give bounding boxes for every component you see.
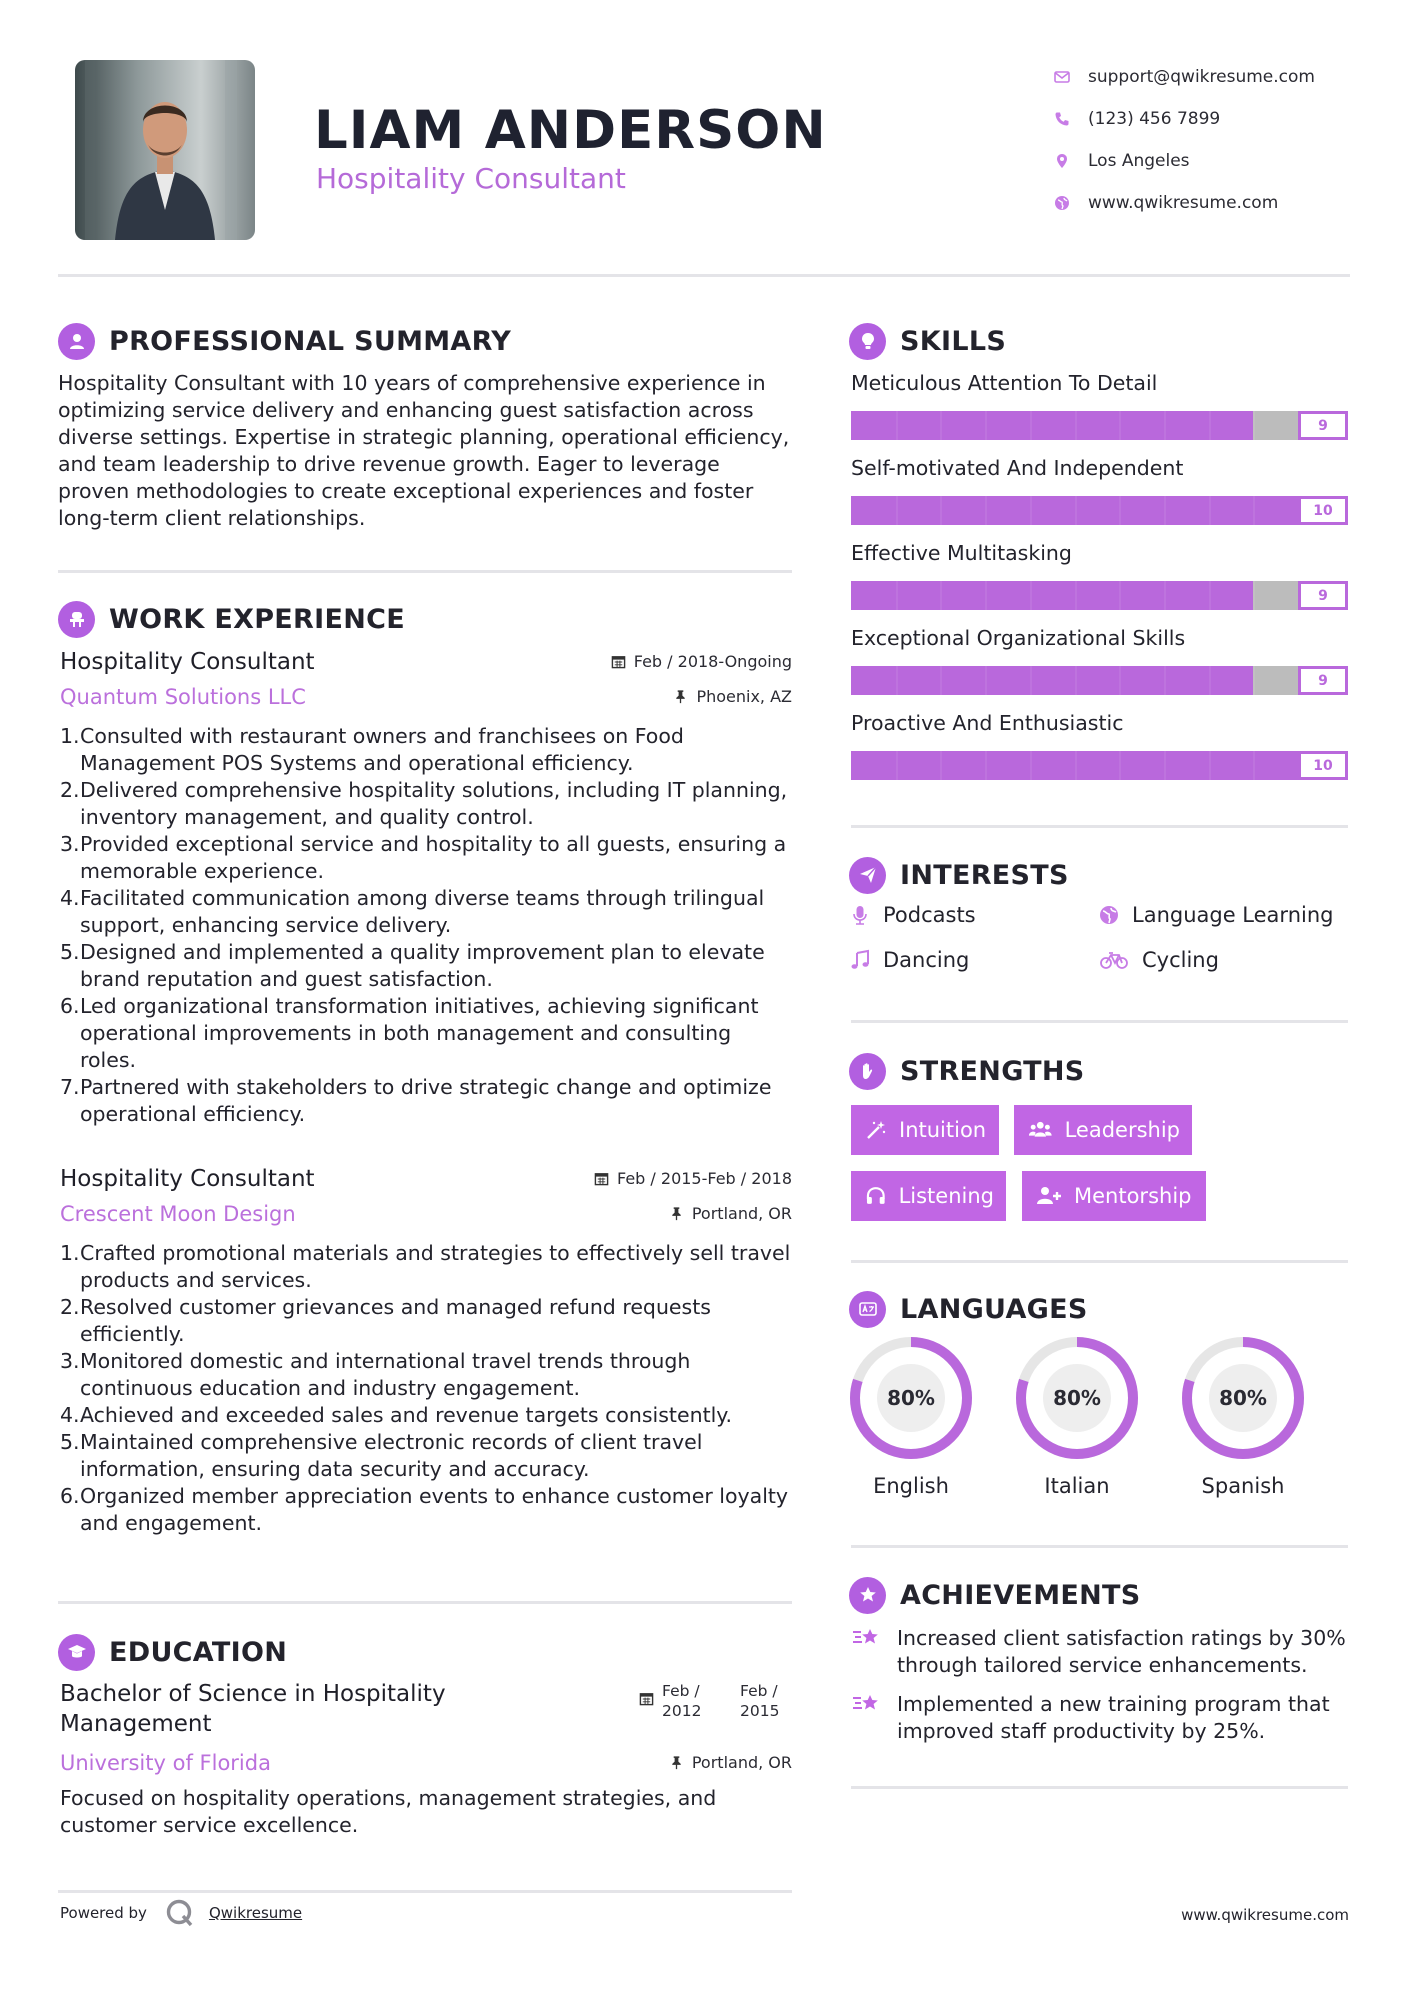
skill-bar-segment bbox=[940, 666, 942, 695]
skill-level: 9 bbox=[1298, 581, 1348, 610]
skill-bar-fill bbox=[851, 666, 1253, 695]
skill-bar-segment bbox=[1253, 496, 1255, 525]
hand-icon bbox=[849, 1053, 886, 1090]
job-dates bbox=[594, 1169, 792, 1188]
calendar-icon bbox=[611, 654, 626, 669]
candidate-name: LIAM ANDERSON bbox=[314, 100, 827, 161]
skill-bar-segment bbox=[1253, 751, 1255, 780]
skill-bar-segment bbox=[1075, 666, 1077, 695]
strength-label: Mentorship bbox=[1074, 1184, 1192, 1208]
list-item: 3. Provided exceptional service and hospitality to all guests, ensuring a memorable experience. bbox=[60, 832, 787, 883]
user-plus-icon bbox=[1036, 1185, 1062, 1207]
summary-text: Hospitality Consultant with 10 years of comprehensive experience in optimizing service delivery and enhancing guest satisfaction across diverse settings. Expertise in strategic planning, operational efficiency, and team leadership to drive revenue growth. Eager to leverage proven methodologies to create exceptional experiences and foster long-term client relationships. bbox=[58, 371, 790, 530]
skill-level: 9 bbox=[1298, 411, 1348, 440]
footer-website[interactable]: www.qwikresume.com bbox=[1181, 1906, 1349, 1924]
skill-bar bbox=[851, 666, 1348, 695]
skill-bar bbox=[851, 496, 1348, 525]
powered-by-label: Powered by bbox=[60, 1904, 147, 1922]
skill-bar-segment bbox=[896, 411, 898, 440]
contact-website[interactable] bbox=[1050, 182, 1380, 224]
languages-section bbox=[849, 1289, 1349, 1329]
location-icon bbox=[1050, 153, 1088, 169]
footer-powered-by bbox=[60, 1898, 302, 1928]
skill-bar-fill bbox=[851, 581, 1253, 610]
list-item: 2. Resolved customer grievances and managed refund requests efficiently. bbox=[60, 1295, 711, 1346]
skill-level: 10 bbox=[1298, 751, 1348, 780]
language-item bbox=[1015, 1336, 1139, 1498]
job-location bbox=[669, 1204, 792, 1223]
skill-level: 10 bbox=[1298, 496, 1348, 525]
skill-bar-segment bbox=[985, 666, 987, 695]
list-item: 5. Maintained comprehensive electronic records of client travel information, ensuring data security and accuracy. bbox=[60, 1430, 703, 1481]
skills-divider bbox=[851, 825, 1348, 828]
job-dates-text: Feb / 2018-Ongoing bbox=[633, 652, 792, 671]
job-entry bbox=[60, 649, 792, 1128]
skill-bar-segment bbox=[1119, 751, 1121, 780]
job-title: Hospitality Consultant bbox=[60, 1166, 315, 1192]
skill-bar-segment bbox=[1075, 581, 1077, 610]
skill-item bbox=[851, 456, 1348, 525]
job-location-text: Portland, OR bbox=[691, 1204, 792, 1223]
skill-bar-segment bbox=[1030, 581, 1032, 610]
skill-bar-segment bbox=[1253, 581, 1255, 610]
job-bullets bbox=[60, 1240, 792, 1537]
skill-bar bbox=[851, 751, 1348, 780]
skill-name: Meticulous Attention To Detail bbox=[851, 371, 1158, 395]
skill-bar-segment bbox=[1164, 751, 1166, 780]
skills-heading: SKILLS bbox=[900, 325, 1007, 357]
language-name: English bbox=[873, 1474, 949, 1498]
achievement-item bbox=[851, 1625, 1356, 1679]
contact-email[interactable] bbox=[1050, 56, 1380, 98]
interests-heading: INTERESTS bbox=[900, 859, 1069, 891]
education-heading: EDUCATION bbox=[109, 1636, 288, 1668]
language-name: Italian bbox=[1044, 1474, 1110, 1498]
list-item: 7. Partnered with stakeholders to drive strategic change and optimize operational efficiency. bbox=[60, 1075, 772, 1126]
list-item: 2. Delivered comprehensive hospitality solutions, including IT planning, inventory management, and quality control. bbox=[60, 778, 788, 829]
skill-bar-segment bbox=[896, 496, 898, 525]
degree-title: Bachelor of Science in Hospitality Management bbox=[60, 1681, 446, 1737]
education-dates bbox=[639, 1681, 792, 1739]
contact-email-text: support@qwikresume.com bbox=[1088, 67, 1315, 87]
education-description: Focused on hospitality operations, management strategies, and customer service excellence. bbox=[60, 1786, 717, 1837]
skill-bar-segment bbox=[1164, 411, 1166, 440]
skill-bar bbox=[851, 581, 1348, 610]
music-note-icon bbox=[849, 949, 871, 971]
strength-label: Listening bbox=[898, 1184, 994, 1208]
strengths-heading: STRENGTHS bbox=[900, 1055, 1085, 1087]
skill-bar-segment bbox=[896, 666, 898, 695]
job-entry bbox=[60, 1166, 792, 1537]
skill-bar-segment bbox=[1119, 666, 1121, 695]
list-item: 6. Organized member appreciation events to enhance customer loyalty and engagement. bbox=[60, 1484, 789, 1535]
skill-bar-fill bbox=[851, 411, 1253, 440]
email-icon bbox=[1050, 69, 1088, 85]
calendar-icon bbox=[594, 1171, 609, 1186]
job-company: Quantum Solutions LLC bbox=[60, 685, 306, 709]
skill-bar-segment bbox=[1119, 496, 1121, 525]
language-percent: 80% bbox=[887, 1386, 935, 1410]
job-location bbox=[673, 687, 792, 706]
list-item: 1. Consulted with restaurant owners and franchisees on Food Management POS Systems and operational efficiency. bbox=[60, 724, 684, 775]
globe-icon bbox=[1050, 195, 1088, 211]
interest-item bbox=[849, 903, 976, 927]
experience-section bbox=[58, 599, 792, 639]
achievement-text: Implemented a new training program that improved staff productivity by 25%. bbox=[897, 1692, 1330, 1743]
skill-name: Proactive And Enthusiastic bbox=[851, 711, 1124, 735]
star-badge-icon bbox=[849, 1577, 886, 1614]
graduation-icon bbox=[58, 1634, 95, 1671]
skill-bar-segment bbox=[985, 411, 987, 440]
skill-bar-segment bbox=[1253, 666, 1255, 695]
skill-bar-segment bbox=[1164, 496, 1166, 525]
summary-divider bbox=[58, 570, 792, 573]
interest-label: Language Learning bbox=[1132, 903, 1334, 927]
experience-divider bbox=[58, 1601, 792, 1604]
skill-bar-segment bbox=[1164, 581, 1166, 610]
language-ring bbox=[849, 1336, 973, 1460]
lightbulb-icon bbox=[849, 323, 886, 360]
achievements-divider bbox=[851, 1786, 1348, 1789]
education-section bbox=[58, 1632, 792, 1672]
skill-bar-segment bbox=[1075, 751, 1077, 780]
microphone-icon bbox=[849, 904, 871, 926]
interests-divider bbox=[851, 1020, 1348, 1023]
skill-name: Self-motivated And Independent bbox=[851, 456, 1184, 480]
skill-bar-segment bbox=[1119, 581, 1121, 610]
education-entry bbox=[60, 1679, 792, 1839]
skill-bar-segment bbox=[940, 496, 942, 525]
skill-bar-segment bbox=[1209, 581, 1211, 610]
skill-bar-segment bbox=[1209, 751, 1211, 780]
interest-label: Podcasts bbox=[883, 903, 976, 927]
strength-label: Leadership bbox=[1064, 1118, 1180, 1142]
interest-label: Dancing bbox=[883, 948, 970, 972]
list-item: 4. Achieved and exceeded sales and revenue targets consistently. bbox=[60, 1403, 733, 1427]
skill-name: Effective Multitasking bbox=[851, 541, 1072, 565]
footer-divider bbox=[58, 1890, 792, 1893]
contact-location-text: Los Angeles bbox=[1088, 151, 1190, 171]
profile-photo bbox=[75, 60, 255, 240]
interest-label: Cycling bbox=[1142, 948, 1219, 972]
qwikresume-link[interactable]: Qwikresume bbox=[208, 1904, 303, 1922]
pin-icon bbox=[673, 689, 688, 704]
qwikresume-logo-icon bbox=[165, 1898, 195, 1928]
skill-level: 9 bbox=[1298, 666, 1348, 695]
strengths-divider bbox=[851, 1260, 1348, 1263]
pin-icon bbox=[669, 1206, 684, 1221]
shooting-star-icon bbox=[851, 1623, 883, 1653]
briefcase-icon bbox=[58, 601, 95, 638]
shooting-star-icon bbox=[851, 1689, 883, 1719]
education-end: Feb / 2015 bbox=[740, 1682, 780, 1720]
job-dates-text: Feb / 2015-Feb / 2018 bbox=[617, 1169, 792, 1188]
user-icon bbox=[58, 323, 95, 360]
bicycle-icon bbox=[1098, 949, 1130, 971]
skill-bar-segment bbox=[1253, 411, 1255, 440]
skill-bar-segment bbox=[896, 751, 898, 780]
skill-bar-segment bbox=[1164, 666, 1166, 695]
globe-icon bbox=[1098, 904, 1120, 926]
interest-item bbox=[1098, 948, 1219, 972]
skill-bar-segment bbox=[1030, 496, 1032, 525]
skills-section bbox=[849, 321, 1349, 361]
language-icon bbox=[849, 1291, 886, 1328]
skill-bar-segment bbox=[1119, 411, 1121, 440]
job-company: Crescent Moon Design bbox=[60, 1202, 296, 1226]
list-item: 5. Designed and implemented a quality improvement plan to elevate brand reputation and guest satisfaction. bbox=[60, 940, 765, 991]
languages-divider bbox=[851, 1545, 1348, 1548]
interest-item bbox=[849, 948, 969, 972]
skill-bar-segment bbox=[985, 751, 987, 780]
education-location-text: Portland, OR bbox=[691, 1753, 792, 1772]
strength-chip bbox=[1014, 1105, 1192, 1155]
skill-item bbox=[851, 541, 1348, 610]
skill-item bbox=[851, 371, 1348, 440]
skill-bar-segment bbox=[1030, 411, 1032, 440]
language-name: Spanish bbox=[1201, 1474, 1285, 1498]
job-location-text: Phoenix, AZ bbox=[696, 687, 792, 706]
skill-item bbox=[851, 711, 1348, 780]
strength-chip bbox=[851, 1105, 999, 1155]
language-item bbox=[849, 1336, 973, 1498]
skill-bar-segment bbox=[1030, 666, 1032, 695]
summary-heading: PROFESSIONAL SUMMARY bbox=[109, 325, 512, 357]
users-icon bbox=[1028, 1119, 1053, 1141]
calendar-icon bbox=[639, 1691, 654, 1706]
skill-bar bbox=[851, 411, 1348, 440]
interest-item bbox=[1098, 903, 1333, 927]
pin-icon bbox=[669, 1755, 684, 1770]
headphones-icon bbox=[865, 1185, 887, 1207]
language-percent: 80% bbox=[1219, 1386, 1267, 1410]
language-item bbox=[1181, 1336, 1305, 1498]
contact-info bbox=[1050, 56, 1380, 224]
skill-bar-segment bbox=[1030, 751, 1032, 780]
contact-website-text: www.qwikresume.com bbox=[1088, 193, 1279, 213]
list-item: 4. Facilitated communication among diverse teams through trilingual support, enhancing service delivery. bbox=[60, 886, 765, 937]
skill-bar-segment bbox=[985, 581, 987, 610]
contact-phone-text: (123) 456 7899 bbox=[1088, 109, 1221, 129]
education-start: Feb / 2012 bbox=[662, 1682, 702, 1720]
skill-bar-segment bbox=[940, 751, 942, 780]
header-divider bbox=[58, 274, 1350, 277]
list-item: 3. Monitored domestic and international travel trends through continuous education and industry engagement. bbox=[60, 1349, 691, 1400]
achievements-section bbox=[849, 1575, 1349, 1615]
paper-plane-icon bbox=[849, 857, 886, 894]
skill-item bbox=[851, 626, 1348, 695]
skill-bar-segment bbox=[1209, 496, 1211, 525]
magic-wand-icon bbox=[865, 1119, 887, 1141]
list-item: 1. Crafted promotional materials and strategies to effectively sell travel products and services. bbox=[60, 1241, 791, 1292]
strength-chip bbox=[851, 1171, 1006, 1221]
contact-phone[interactable] bbox=[1050, 98, 1380, 140]
skill-bar-segment bbox=[1209, 411, 1211, 440]
skill-bar-segment bbox=[985, 496, 987, 525]
skill-bar-segment bbox=[896, 581, 898, 610]
skill-bar-segment bbox=[1075, 496, 1077, 525]
education-location bbox=[669, 1753, 792, 1772]
school-name: University of Florida bbox=[60, 1751, 271, 1775]
list-item: 6. Led organizational transformation initiatives, achieving significant operational improvements in both management and consulting roles. bbox=[60, 994, 759, 1072]
skill-name: Exceptional Organizational Skills bbox=[851, 626, 1186, 650]
skill-bar-segment bbox=[940, 581, 942, 610]
strength-label: Intuition bbox=[899, 1118, 987, 1142]
candidate-title: Hospitality Consultant bbox=[316, 162, 626, 195]
achievements-heading: ACHIEVEMENTS bbox=[900, 1579, 1141, 1611]
phone-icon bbox=[1050, 111, 1088, 127]
strength-chip bbox=[1022, 1171, 1206, 1221]
summary-section bbox=[58, 321, 792, 532]
strengths-section bbox=[849, 1051, 1349, 1091]
skill-bar-segment bbox=[1075, 411, 1077, 440]
achievement-item bbox=[851, 1691, 1356, 1745]
job-dates bbox=[611, 652, 792, 671]
skill-bar-segment bbox=[1209, 666, 1211, 695]
achievement-text: Increased client satisfaction ratings by 30% through tailored service enhancements. bbox=[897, 1626, 1346, 1677]
language-ring bbox=[1181, 1336, 1305, 1460]
contact-location bbox=[1050, 140, 1380, 182]
languages-heading: LANGUAGES bbox=[900, 1293, 1088, 1325]
language-percent: 80% bbox=[1053, 1386, 1101, 1410]
job-title: Hospitality Consultant bbox=[60, 649, 315, 675]
language-ring bbox=[1015, 1336, 1139, 1460]
skill-bar-segment bbox=[940, 411, 942, 440]
interests-section bbox=[849, 855, 1349, 895]
job-bullets bbox=[60, 723, 792, 1128]
experience-heading: WORK EXPERIENCE bbox=[109, 603, 405, 635]
